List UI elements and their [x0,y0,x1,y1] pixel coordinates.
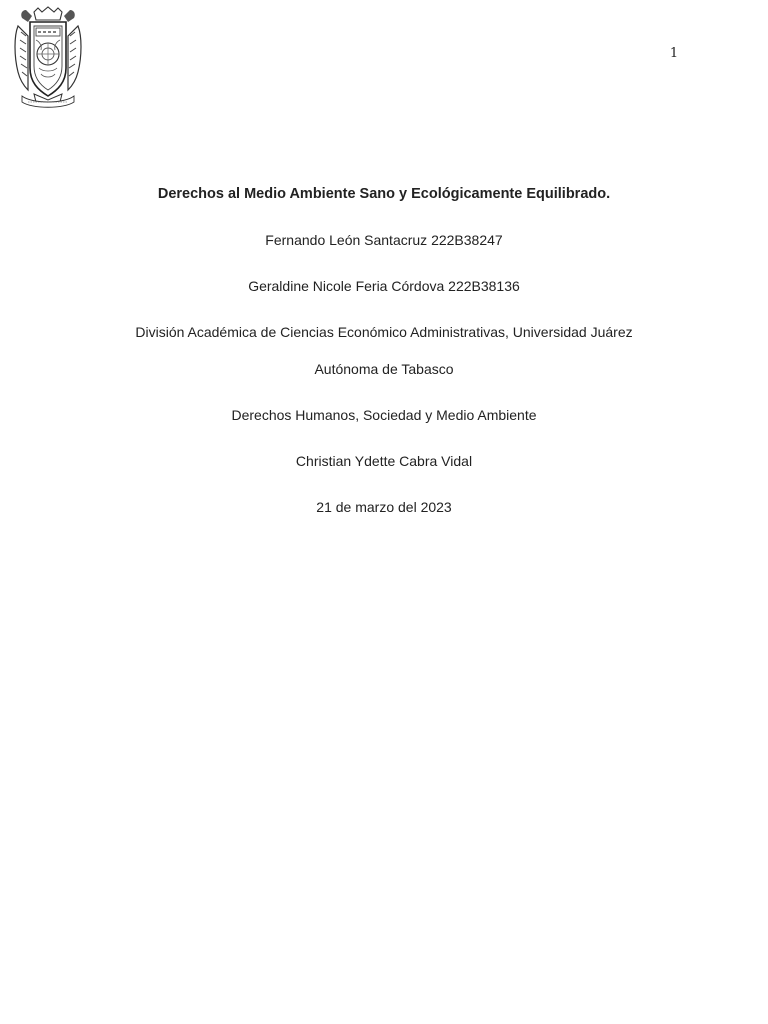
institution-line-1: División Académica de Ciencias Económico Administrativas, Universidad Juárez [135,324,633,340]
submission-date: 21 de marzo del 2023 [316,499,452,515]
instructor-name: Christian Ydette Cabra Vidal [295,453,473,469]
page-number: 1 [669,46,679,61]
document-title: Derechos al Medio Ambiente Sano y Ecológicamente Equilibrado. [157,186,611,202]
course-name: Derechos Humanos, Sociedad y Medio Ambiente [231,407,537,423]
author-1: Fernando León Santacruz 222B38247 [265,232,503,248]
university-coat-of-arms-icon [12,6,84,110]
cover-title-block [60,185,708,516]
author-2: Geraldine Nicole Feria Córdova 222B38136 [248,278,520,294]
institution-line-2: Autónoma de Tabasco [314,361,454,377]
